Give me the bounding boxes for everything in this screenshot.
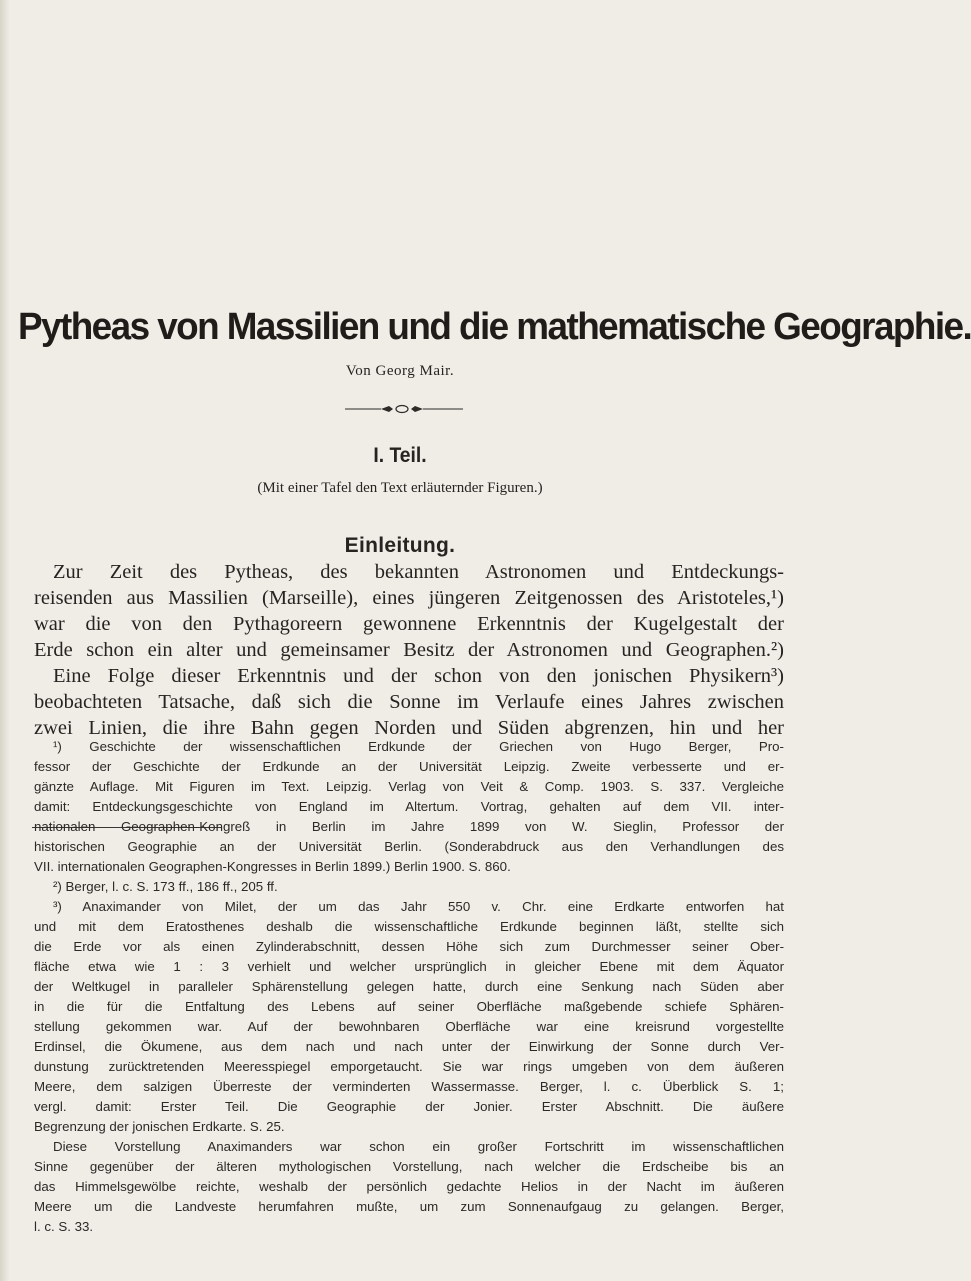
body-line: Zur Zeit des Pytheas, des bekannten Astronomen und Entdeckungs- <box>53 561 784 583</box>
footnote-line: damit: Entdeckungsgeschichte von England im Altertum. Vortrag, gehalten auf dem VII. inter- <box>34 799 784 814</box>
part-heading: I. Teil. <box>373 444 427 467</box>
footnote-line: vergl. damit: Erster Teil. Die Geographie der Jonier. Erster Abschnitt. Die äußere <box>34 1099 784 1114</box>
footnote-line: ²) Berger, l. c. S. 173 ff., 186 ff., 205 ff. <box>53 879 278 894</box>
footnote-line: gänzte Auflage. Mit Figuren im Text. Leipzig. Verlag von Veit & Comp. 1903. S. 337. Vergleiche <box>34 779 784 794</box>
footnote-line: die Erde vor als einen Zylinderabschnitt, dessen Höhe sich zum Durchmesser seiner Ober- <box>34 939 784 954</box>
footnote-line: der Weltkugel in paralleler Sphärenstellung gelegen hatte, durch eine Senkung nach Süden aber <box>34 979 784 994</box>
footnote-line: das Himmelsgewölbe reichte, weshalb der persönlich gedachte Helios in der Nacht im äußeren <box>34 1179 784 1194</box>
footnote-line: Meere um die Landveste herumfahren mußte, um zum Sonnenaufgaug zu gelangen. Berger, <box>34 1199 784 1214</box>
body-line: reisenden aus Massilien (Marseille), eines jüngeren Zeitgenossen des Aristoteles,¹) <box>34 587 784 609</box>
footnote-line: Meere, dem salzigen Überreste der verminderten Wassermasse. Berger, l. c. Überblick S. 1; <box>34 1079 784 1094</box>
ornament-divider <box>345 404 463 414</box>
article-title: Pytheas von Massilien und die mathematische Geographie. <box>18 306 971 348</box>
footnote-line: fläche etwa wie 1 : 3 verhielt und welcher ursprünglich in gleicher Ebene mit dem Äquator <box>34 959 784 974</box>
footnote-line: und mit dem Eratosthenes deshalb die wissenschaftliche Erdkunde beginnen läßt, stellte sich <box>34 919 784 934</box>
footnote-line: stellung gekommen war. Auf der bewohnbaren Oberfläche war eine kreisrund vorgestellte <box>34 1019 784 1034</box>
body-line: war die von den Pythagoreern gewonnene Erkenntnis der Kugelgestalt der <box>34 613 784 635</box>
footnote-line: ¹) Geschichte der wissenschaftlichen Erdkunde der Griechen von Hugo Berger, Pro- <box>53 739 784 754</box>
body-line: Erde schon ein alter und gemeinsamer Besitz der Astronomen und Geographen.²) <box>34 639 784 661</box>
footnote-line: ³) Anaximander von Milet, der um das Jahr 550 v. Chr. eine Erdkarte entworfen hat <box>53 899 784 914</box>
footnote-line: Diese Vorstellung Anaximanders war schon ein großer Fortschritt im wissenschaftlichen <box>53 1139 784 1154</box>
footnote-line: fessor der Geschichte der Erdkunde an der Universität Leipzig. Zweite verbesserte und er- <box>34 759 784 774</box>
footnote-line: nationalen Geographen-Kongreß in Berlin im Jahre 1899 von W. Sieglin, Professor der <box>34 819 784 834</box>
footnote-line: Sinne gegenüber der älteren mythologischen Vorstellung, nach welcher die Erdscheibe bis an <box>34 1159 784 1174</box>
footnote-line: Erdinsel, die Ökumene, aus dem nach und nach unter der Einwirkung der Sonne durch Ver- <box>34 1039 784 1054</box>
body-line: Eine Folge dieser Erkenntnis und der schon von den jonischen Physikern³) <box>53 665 784 687</box>
body-line: beobachteten Tatsache, daß sich die Sonne im Verlaufe eines Jahres zwischen <box>34 691 784 713</box>
author-line: Von Georg Mair. <box>345 363 455 379</box>
section-heading: Einleitung. <box>344 534 456 557</box>
part-subtitle: (Mit einer Tafel den Text erläuternder Figuren.) <box>257 480 543 496</box>
body-line: zwei Linien, die ihre Bahn gegen Norden und Süden abgrenzen, hin und her <box>34 717 784 739</box>
footnote-line: in die für die Entfaltung des Lebens auf seiner Oberfläche maßgebende schiefe Sphären- <box>34 999 784 1014</box>
footnote-line: historischen Geographie an der Universität Berlin. (Sonderabdruck aus den Verhandlungen des <box>34 839 784 854</box>
page-edge-shadow <box>0 0 10 1281</box>
footnote-line: VII. internationalen Geographen-Kongresses in Berlin 1899.) Berlin 1900. S. 860. <box>34 859 511 874</box>
footnote-line: l. c. S. 33. <box>34 1219 94 1234</box>
footnote-line: Begrenzung der jonischen Erdkarte. S. 25. <box>34 1119 285 1134</box>
footnote-line: dunstung zurücktretenden Meeresspiegel emporgetaucht. Sie war rings umgeben von dem äußeren <box>34 1059 784 1074</box>
